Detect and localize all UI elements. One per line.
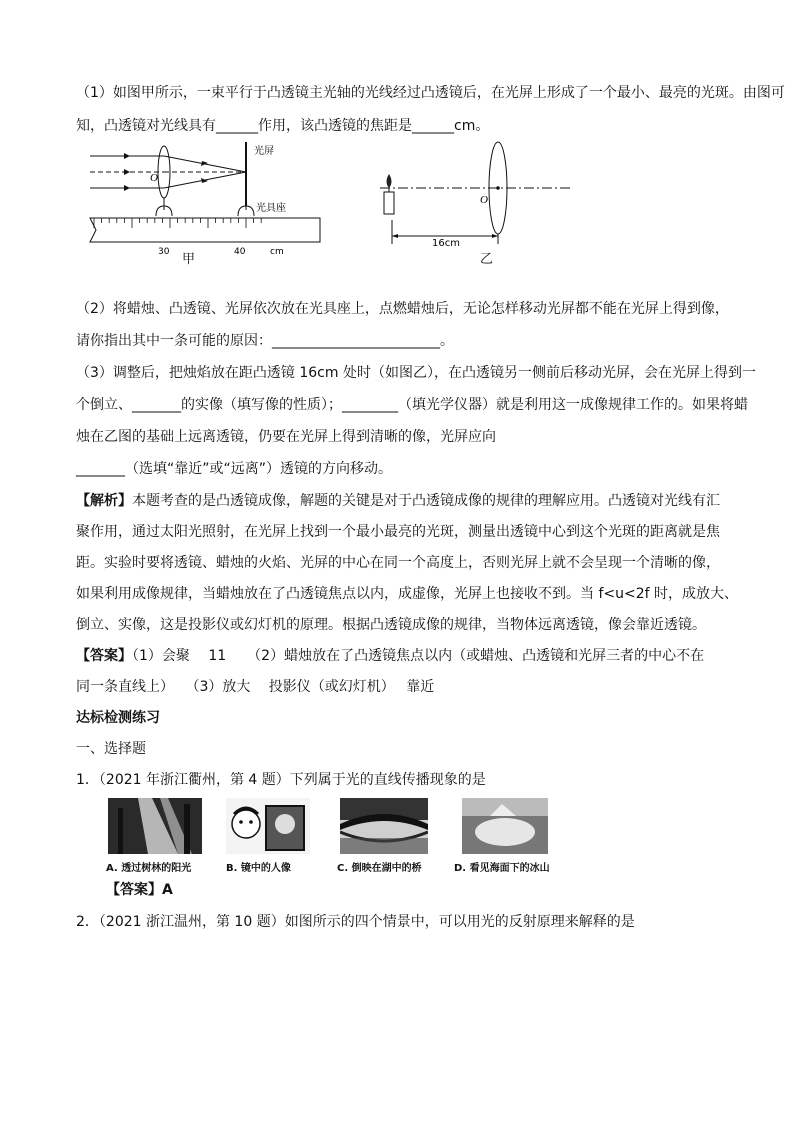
q1-text-line2: 知，凸透镜对光线具有______作用，该凸透镜的焦距是______cm。 [76,118,490,134]
option-b-image [226,798,310,854]
tick-label-30: 30 [158,247,170,257]
answer-line2: 同一条直线上） （3）放大 投影仪（或幻灯机） 靠近 [76,679,435,695]
distance-label: 16cm [432,238,460,249]
q3-text-line2: 个倒立、_______的实像（填写像的性质）；________（填光学仪器）就是利用这一成像规律工作的。如果将蜡 [76,397,748,413]
figure-yi-caption: 乙 [480,252,494,267]
option-a-label: A. 透过树林的阳光 [106,863,192,874]
answer-tag: 【答案】 [76,648,132,664]
tick-label-40: 40 [234,247,246,257]
analysis-line1: 【解析】本题考查的是凸透镜成像，解题的关键是对于凸透镜成像的规律的理解应用。凸透镜对光线有汇 [76,493,720,509]
analysis-line3: 距。实验时要将透镜、蜡烛的火焰、光屏的中心在同一个高度上，否则光屏上就不会呈现一个清晰的像， [76,555,720,571]
q3-text-line4: _______（选填“靠近”或“远离”）透镜的方向移动。 [76,461,393,477]
option-c-image [340,798,428,854]
candle-flame [387,174,392,188]
unit-label: cm [270,247,284,257]
figure-jia-caption: 甲 [182,252,196,267]
figure-jia [84,138,329,268]
option-d-label: D. 看见海面下的冰山 [454,863,550,874]
figure-yi [376,136,576,266]
answer-line1: 【答案】（1）会聚 11 （2）蜡烛放在了凸透镜焦点以内（或蜡烛、凸透镜和光屏三者的中心不在 [76,648,705,664]
problem-2-question: 2．（2021 浙江温州，第 10 题）如图所示的四个情景中，可以用光的反射原理来解释的是 [76,914,635,930]
section-title: 达标检测练习 [76,710,160,726]
screen-label: 光屏 [254,146,274,157]
q2-text-line1: （2）将蜡烛、凸透镜、光屏依次放在光具座上，点燃蜡烛后，无论怎样移动光屏都不能在光屏上得到像， [76,301,729,317]
lens-center-label: O [480,194,488,206]
candle [384,192,394,214]
option-d-image [462,798,548,854]
q3-text-line3: 烛在乙图的基础上远离透镜，仍要在光屏上得到清晰的像，光屏应向 [76,429,496,445]
analysis-line2: 聚作用，通过太阳光照射，在光屏上找到一个最小最亮的光斑，测量出透镜中心到这个光斑的距离就是焦 [76,524,720,540]
q3-text-line1: （3）调整后，把烛焰放在距凸透镜 16cm 处时（如图乙），在凸透镜另一侧前后移动光屏，会在光屏上得到一 [76,365,756,381]
q2-text-line2: 请你指出其中一条可能的原因：________________________。 [76,333,454,349]
lens-center-label: O [150,172,158,184]
analysis-line4: 如果利用成像规律，当蜡烛放在了凸透镜焦点以内，成虚像，光屏上也接收不到。当 f<u<2f 时，成放大、 [76,586,738,602]
bench-label: 光具座 [256,203,286,214]
problem-1-answer: 【答案】A [106,882,173,898]
option-b-label: B. 镜中的人像 [226,863,291,874]
subsection-title: 一、选择题 [76,741,146,757]
option-c-label: C. 倒映在湖中的桥 [337,863,422,874]
analysis-line5: 倒立、实像，这是投影仪或幻灯机的原理。根据凸透镜成像的规律，当物体远离透镜，像会靠近透镜。 [76,617,706,633]
q1-text-line1: （1）如图甲所示，一束平行于凸透镜主光轴的光线经过凸透镜后，在光屏上形成了一个最小、最亮的光斑。由图可 [76,85,785,101]
option-a-image [108,798,202,854]
analysis-tag: 【解析】 [76,493,132,509]
problem-1-question: 1．（2021 年浙江衢州，第 4 题）下列属于光的直线传播现象的是 [76,772,486,788]
